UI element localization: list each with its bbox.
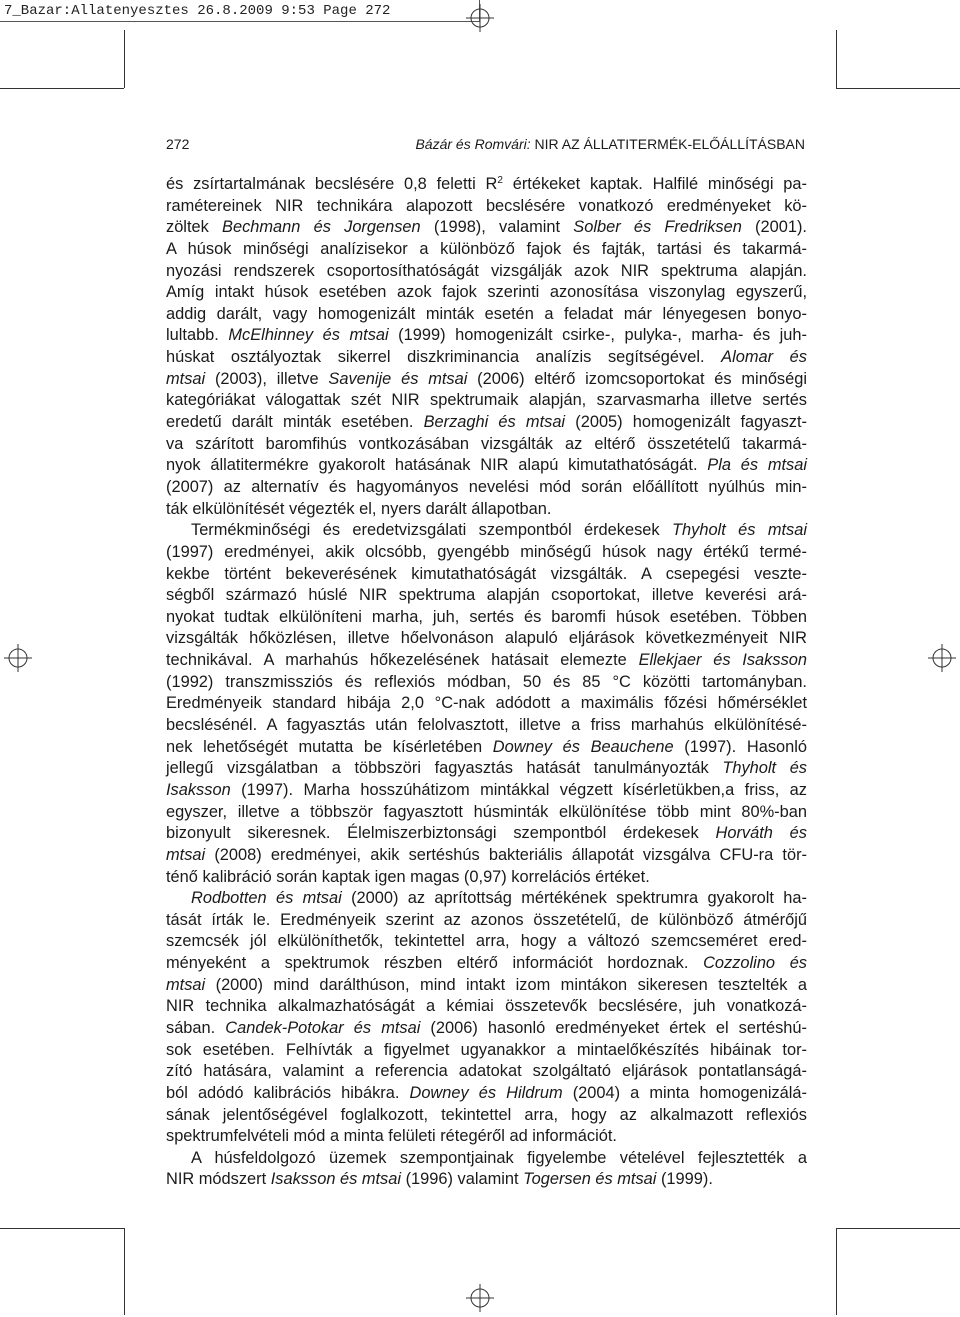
text-line: ból adódó kalibrációs hibákra. Downey és Hildrum (2004) a minta homogenizálá- bbox=[166, 1083, 807, 1102]
citation-author: Candek-Potokar és mtsai bbox=[225, 1018, 421, 1037]
page-number: 272 bbox=[166, 136, 190, 152]
text-line: ták elkülönítését végezték el, nyers darált állapotban. bbox=[166, 499, 552, 518]
citation-author: Berzaghi és mtsai bbox=[423, 413, 566, 432]
citation-author: Savenije és mtsai bbox=[328, 369, 468, 388]
citation-author: Togersen és mtsai bbox=[523, 1170, 657, 1189]
text-line: ményeként a spektrumok részben eltérő információt hordoznak. Cozzolino és bbox=[166, 954, 808, 973]
text-line: vizsgálták hőközlésen, illetve hőelvonáson alapuló eljárások következményeit NIR bbox=[166, 629, 807, 648]
running-head bbox=[166, 134, 805, 154]
crop-mark bbox=[836, 30, 837, 88]
text-line: Rodbotten és mtsai (2000) az aprítottság mértékének spektrumra gyakorolt ha- bbox=[191, 889, 807, 908]
text-line: kategóriákat válogattak szét NIR spektrumaik alapján, szarvasmarha illetve sertés bbox=[166, 391, 807, 410]
citation-author: Isaksson és mtsai bbox=[270, 1170, 402, 1189]
text-line: húskat osztályoztak sikerrel diszkriminancia analízis segítségével. Alomar és bbox=[166, 348, 807, 367]
citation-author: Cozzolino és bbox=[703, 954, 808, 973]
citation-author: Thyholt és bbox=[722, 759, 807, 778]
text-line: sok esetében. Felhívták a figyelmet ugyanakkor a mintaelőkészítés hibáinak tor- bbox=[166, 1040, 807, 1059]
registration-crosshair-icon bbox=[928, 644, 956, 672]
text-line: zító hatására, valamint a referencia adatokat szolgáltató eljárások pontatlanságá- bbox=[166, 1062, 807, 1081]
crop-mark bbox=[124, 1228, 125, 1315]
text-line: mtsai (2008) eredményei, akik sertéshús bakteriális állapotát vizsgálva CFU-ra tör- bbox=[166, 845, 807, 864]
text-line: sának jelentőségével foglalkozott, tekintettel arra, hogy az alkalmazott reflexiós bbox=[166, 1105, 807, 1124]
text-line: Amíg intakt húsok esetében azok fajok szerinti azonosítása viszonylag egyszerű, bbox=[166, 283, 807, 302]
text-line: nek lehetőségét mutatta be kísérletében Downey és Beauchene (1997). Hasonló bbox=[166, 737, 807, 756]
text-line: va szárított baromfihús vontkozásában vizsgálták az eltérő összetételű takarmá- bbox=[166, 434, 807, 453]
citation-author: mtsai bbox=[166, 845, 206, 864]
text-line: és zsírtartalmának becslésére 0,8 feletti $R^2$ értékeket kaptak. Halfilé minőségi pa- bbox=[166, 175, 807, 193]
text-line: becslésénél. A fagyasztás után felolvasztott, illetve a friss marhahús elkülönítésé- bbox=[166, 716, 807, 735]
text-line: jellegű vizsgálatban a többszöri fagyasztás hatását tanulmányozták Thyholt és bbox=[166, 759, 807, 778]
citation-author: mtsai bbox=[166, 369, 206, 388]
text-line: (2007) az alternatív és hagyományos nevelési mód során előállított nyúlhús min- bbox=[166, 477, 807, 496]
print-slug: 7_Bazar:Allatenyesztes 26.8.2009 9:53 Page 272 bbox=[0, 0, 480, 22]
text-line: zöltek Bechmann és Jorgensen (1998), valamint Solber és Fredriksen (2001). bbox=[166, 218, 807, 237]
citation-author: Isaksson bbox=[166, 780, 231, 799]
text-line: (1992) transzmissziós és reflexiós módban, 50 és 85 °C közötti tartományban. bbox=[166, 672, 807, 691]
citation-author: Rodbotten és mtsai bbox=[191, 889, 342, 908]
crop-mark bbox=[836, 88, 960, 89]
text-line: NIR módszert Isaksson és mtsai (1996) valamint Togersen és mtsai (1999). bbox=[166, 1170, 713, 1189]
text-line: Eredményeik standard hibája 2,0 °C-nak adódott a maximális főzési hőmérséklet bbox=[166, 694, 807, 713]
text-line: A húsok minőségi analízisekor a különböző fajok és fajták, tartási és takarmá- bbox=[166, 239, 807, 258]
citation-author: Solber és Fredriksen bbox=[573, 218, 742, 237]
running-title bbox=[415, 134, 805, 154]
text-line: egyszer, illetve a többször fagyasztott húsminták elkülönítése több mint 80%-ban bbox=[166, 802, 807, 821]
citation-author: Thyholt és mtsai bbox=[672, 521, 807, 540]
text-line: nyokat tudtak elkülöníteni marha, juh, sertés és baromfi húsok esetében. Többen bbox=[166, 607, 807, 626]
text-line: bizonyult sikeresnek. Élelmiszerbiztonsági szempontból érdekesek Horváth és bbox=[166, 824, 807, 843]
text-line: spektrumfelvételi mód a minta felületi rétegéről ad információt. bbox=[166, 1127, 617, 1146]
text-line: ramétereinek NIR technikára alapozott becslésére vonatkozó eredményeket kö- bbox=[166, 196, 807, 215]
text-line: mtsai (2003), illetve Savenije és mtsai (2006) eltérő izomcsoportokat és minőségi bbox=[166, 369, 808, 388]
citation-author: Horváth és bbox=[715, 824, 807, 843]
text-line: sában. Candek-Potokar és mtsai (2006) hasonló eredményeket értek el sertéshú- bbox=[166, 1018, 807, 1037]
text-line: eredetű darált minták esetében. Berzaghi és mtsai (2005) homogenizált fagyaszt- bbox=[166, 413, 807, 432]
text-line: mtsai (2000) mind darálthúson, mind intakt izom mintákon sikeresen tesztelték a bbox=[166, 975, 807, 994]
citation-author: Downey és Hildrum bbox=[409, 1083, 563, 1102]
text-line: addig darált, vagy homogenizált minták esetén a feladat már lényegesen bonyo- bbox=[166, 304, 807, 323]
text-line: nyok állatitermékre gyakorolt hatásának NIR alapú kimutathatóságát. Pla és mtsai bbox=[166, 456, 807, 475]
citation-author: Alomar és bbox=[721, 348, 807, 367]
citation-author: Pla és mtsai bbox=[707, 456, 807, 475]
text-line: nyozási rendszerek csoportosíthatóságát vizsgálják azok NIR spektruma alapján. bbox=[166, 261, 807, 280]
crop-mark bbox=[836, 1228, 837, 1315]
citation-author: Ellekjaer és Isaksson bbox=[638, 651, 807, 670]
text-line: Isaksson (1997). Marha hosszúhátizom mintákkal végzett kísérletükben,a friss, az bbox=[166, 780, 807, 799]
text-line: ségből származó húslé NIR spektruma alapján csoportokat, illetve keverési ará- bbox=[166, 586, 807, 605]
crop-mark bbox=[124, 30, 125, 88]
text-line: szemcsék jól elkülöníthetők, tekintettel arra, hogy a változó szemcseméret ered- bbox=[166, 932, 807, 951]
crop-mark bbox=[836, 1228, 960, 1229]
citation-author: McElhinney és mtsai bbox=[228, 326, 389, 345]
text-line: ténő kalibráció során kaptak igen magas (0,97) korrelációs értéket. bbox=[166, 867, 650, 886]
citation-author: Downey és Beauchene bbox=[492, 737, 674, 756]
superscript: 2 bbox=[497, 175, 503, 186]
registration-crosshair-icon bbox=[466, 1284, 494, 1312]
crop-mark bbox=[0, 88, 124, 89]
body-text bbox=[166, 174, 807, 1191]
text-line: technikával. A marhahús hőkezelésének hatásait elemezte Ellekjaer és Isaksson bbox=[166, 651, 807, 670]
registration-crosshair-icon bbox=[466, 4, 494, 32]
crop-mark bbox=[0, 1228, 124, 1229]
running-title-authors: Bázár és Romvári: bbox=[415, 136, 531, 152]
text-line: NIR technika alkalmazhatóságát a kémiai összetevők becslésére, juh vonatkozá- bbox=[166, 997, 807, 1016]
text-line: Termékminőségi és eredetvizsgálati szempontból érdekesek Thyholt és mtsai bbox=[191, 521, 807, 540]
registration-crosshair-icon bbox=[4, 644, 32, 672]
text-line: A húsfeldolgozó üzemek szempontjainak figyelembe vételével fejlesztették a bbox=[191, 1148, 807, 1167]
running-title-text: NIR AZ ÁLLATITERMÉK-ELŐÁLLÍTÁSBAN bbox=[534, 136, 805, 152]
text-line: (1997) eredményei, akik olcsóbb, gyengébb minőségű húsok nagy értékű termé- bbox=[166, 542, 807, 561]
text-line: lultabb. McElhinney és mtsai (1999) homogenizált csirke-, pulyka-, marha- és juh- bbox=[166, 326, 807, 345]
text-line: kekbe történt bekeverésének kimutathatóságát vizsgálták. A csepegési veszte- bbox=[166, 564, 807, 583]
citation-author: mtsai bbox=[166, 975, 206, 994]
text-line: tását írták le. Eredményeik szerint az azonos összetételű, de különböző átmérőjű bbox=[166, 910, 807, 929]
citation-author: Bechmann és Jorgensen bbox=[222, 218, 421, 237]
